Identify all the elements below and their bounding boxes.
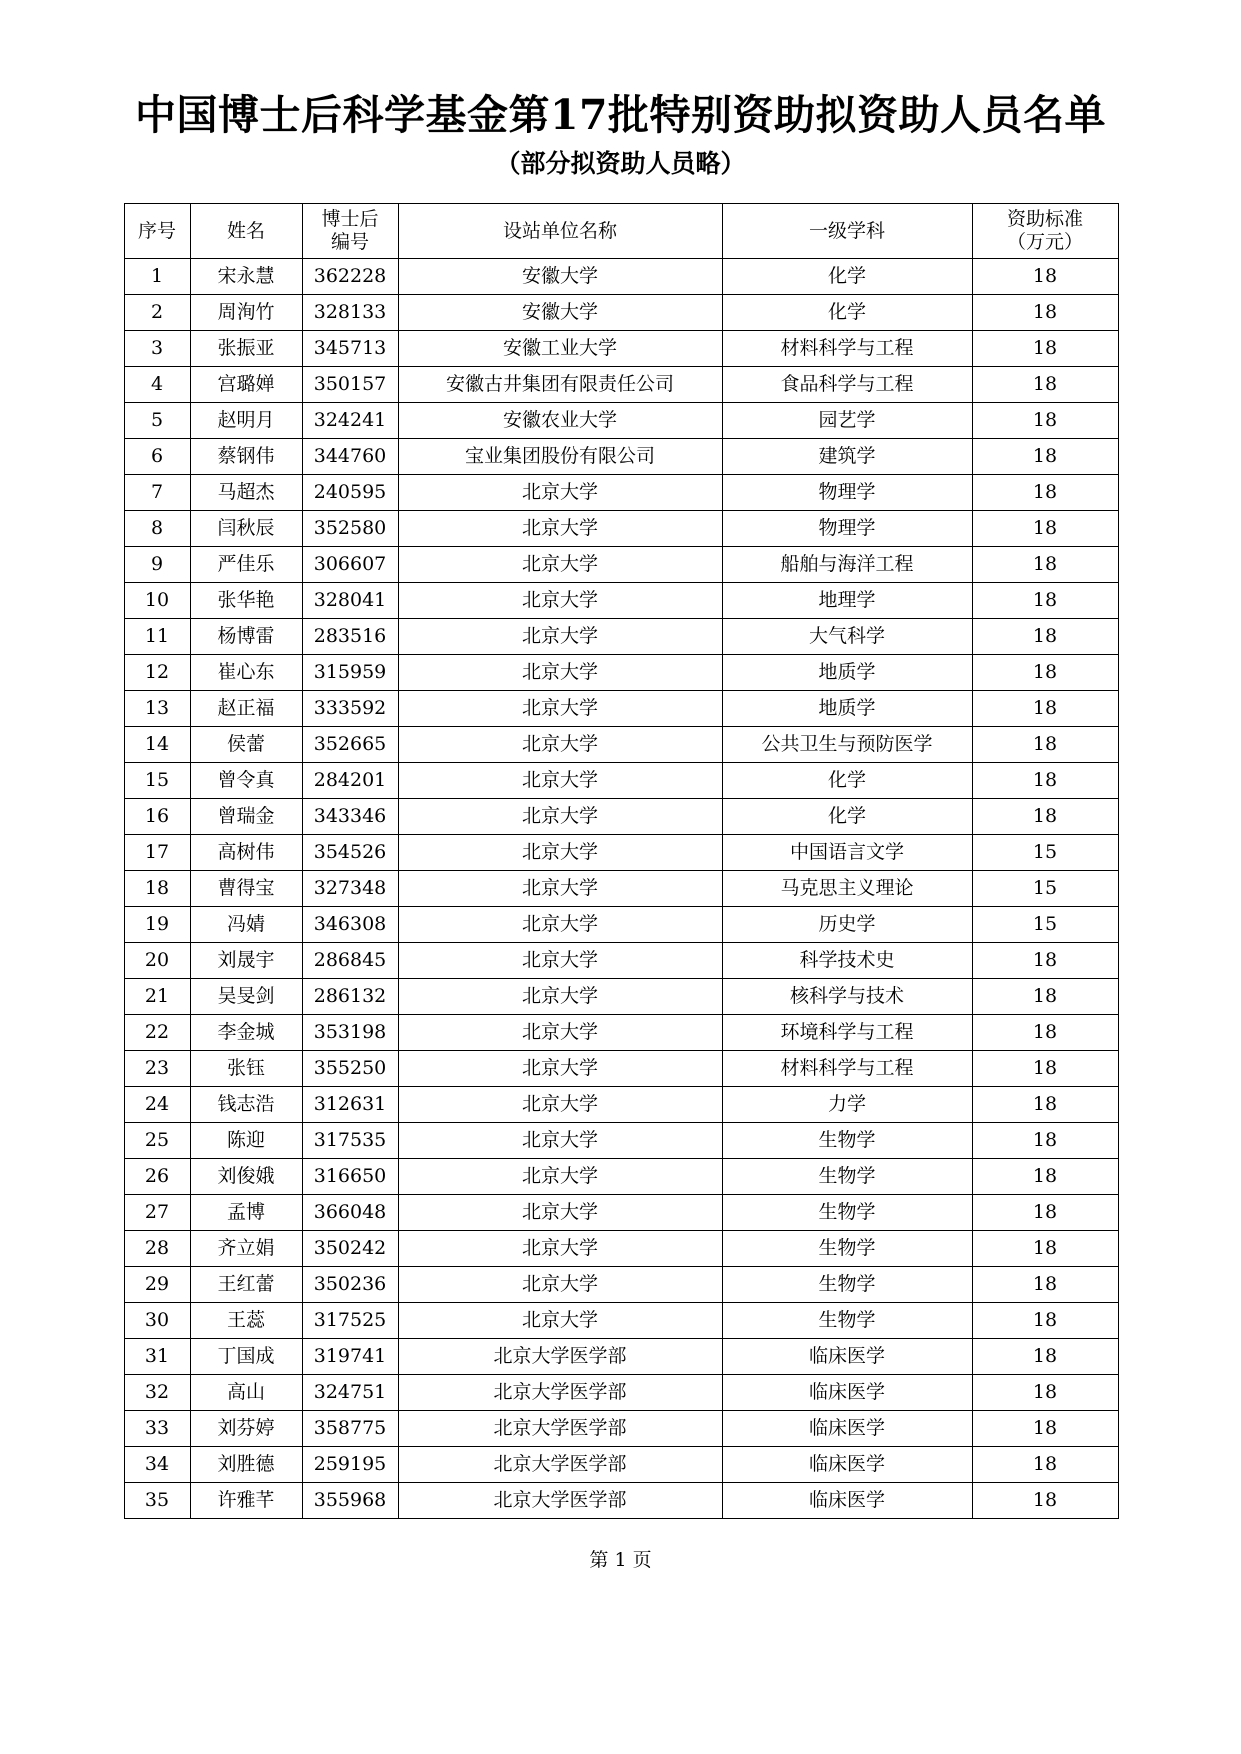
cell-postdoc-id: 317525 [302,1303,398,1339]
cell-discipline: 生物学 [722,1123,972,1159]
cell-funding-amount: 18 [972,1015,1118,1051]
cell-index: 20 [124,943,190,979]
cell-discipline: 建筑学 [722,439,972,475]
cell-postdoc-id: 328133 [302,295,398,331]
cell-name: 马超杰 [190,475,302,511]
cell-funding-amount: 18 [972,367,1118,403]
cell-name: 王红蕾 [190,1267,302,1303]
cell-index: 3 [124,331,190,367]
cell-postdoc-id: 353198 [302,1015,398,1051]
cell-funding-amount: 18 [972,1411,1118,1447]
cell-postdoc-id: 283516 [302,619,398,655]
cell-index: 30 [124,1303,190,1339]
cell-postdoc-id: 350157 [302,367,398,403]
cell-name: 宋永慧 [190,259,302,295]
cell-index: 33 [124,1411,190,1447]
table-row [124,331,1118,367]
cell-name: 曾瑞金 [190,799,302,835]
table-row [124,619,1118,655]
cell-organization: 北京大学 [398,583,722,619]
cell-funding-amount: 18 [972,583,1118,619]
cell-index: 2 [124,295,190,331]
cell-organization: 北京大学 [398,1051,722,1087]
cell-index: 29 [124,1267,190,1303]
cell-postdoc-id: 352665 [302,727,398,763]
table-row [124,547,1118,583]
cell-funding-amount: 18 [972,1051,1118,1087]
cell-postdoc-id: 366048 [302,1195,398,1231]
cell-index: 24 [124,1087,190,1123]
cell-organization: 北京大学 [398,511,722,547]
cell-postdoc-id: 358775 [302,1411,398,1447]
cell-organization: 北京大学 [398,547,722,583]
cell-discipline: 临床医学 [722,1375,972,1411]
cell-organization: 安徽大学 [398,259,722,295]
cell-organization: 北京大学 [398,1087,722,1123]
table-row [124,295,1118,331]
cell-funding-amount: 18 [972,1123,1118,1159]
cell-postdoc-id: 345713 [302,331,398,367]
cell-name: 张钰 [190,1051,302,1087]
table-row [124,439,1118,475]
cell-discipline: 临床医学 [722,1411,972,1447]
cell-funding-amount: 18 [972,691,1118,727]
cell-index: 4 [124,367,190,403]
cell-postdoc-id: 284201 [302,763,398,799]
cell-index: 19 [124,907,190,943]
cell-postdoc-id: 362228 [302,259,398,295]
cell-index: 27 [124,1195,190,1231]
column-header-organization: 设站单位名称 [398,204,722,259]
cell-name: 严佳乐 [190,547,302,583]
cell-name: 杨博雷 [190,619,302,655]
cell-name: 蔡钢伟 [190,439,302,475]
table-header [124,204,1118,259]
cell-funding-amount: 15 [972,835,1118,871]
cell-postdoc-id: 286845 [302,943,398,979]
column-header-index: 序号 [124,204,190,259]
cell-discipline: 环境科学与工程 [722,1015,972,1051]
cell-discipline: 生物学 [722,1159,972,1195]
table-row [124,259,1118,295]
cell-index: 32 [124,1375,190,1411]
cell-postdoc-id: 286132 [302,979,398,1015]
cell-funding-amount: 18 [972,1159,1118,1195]
cell-discipline: 食品科学与工程 [722,367,972,403]
cell-index: 15 [124,763,190,799]
cell-name: 吴旻剑 [190,979,302,1015]
cell-funding-amount: 18 [972,295,1118,331]
cell-name: 冯婧 [190,907,302,943]
cell-discipline: 化学 [722,763,972,799]
cell-discipline: 地质学 [722,655,972,691]
cell-name: 侯蕾 [190,727,302,763]
column-header-funding-amount-line1: 资助标准 [1006,208,1083,231]
cell-name: 赵明月 [190,403,302,439]
cell-organization: 北京大学医学部 [398,1411,722,1447]
cell-index: 12 [124,655,190,691]
cell-funding-amount: 18 [972,727,1118,763]
cell-organization: 安徽古井集团有限责任公司 [398,367,722,403]
cell-discipline: 材料科学与工程 [722,1051,972,1087]
roster-table [124,203,1119,1519]
cell-organization: 安徽大学 [398,295,722,331]
table-row [124,1447,1118,1483]
cell-postdoc-id: 346308 [302,907,398,943]
cell-funding-amount: 18 [972,259,1118,295]
cell-index: 9 [124,547,190,583]
cell-discipline: 生物学 [722,1303,972,1339]
cell-postdoc-id: 343346 [302,799,398,835]
table-row [124,943,1118,979]
cell-organization: 北京大学 [398,475,722,511]
cell-organization: 北京大学 [398,763,722,799]
cell-organization: 北京大学 [398,799,722,835]
cell-postdoc-id: 324751 [302,1375,398,1411]
column-header-funding-amount-line2: （万元） [1006,231,1083,254]
cell-discipline: 船舶与海洋工程 [722,547,972,583]
cell-funding-amount: 18 [972,1447,1118,1483]
page-title: 中国博士后科学基金第17批特别资助拟资助人员名单 [134,91,1107,139]
cell-organization: 北京大学医学部 [398,1447,722,1483]
cell-discipline: 临床医学 [722,1483,972,1519]
cell-funding-amount: 18 [972,1267,1118,1303]
header-row [124,204,1118,259]
cell-discipline: 化学 [722,295,972,331]
cell-discipline: 临床医学 [722,1447,972,1483]
cell-organization: 北京大学 [398,835,722,871]
cell-funding-amount: 18 [972,979,1118,1015]
cell-organization: 安徽工业大学 [398,331,722,367]
cell-discipline: 园艺学 [722,403,972,439]
cell-discipline: 公共卫生与预防医学 [722,727,972,763]
cell-organization: 安徽农业大学 [398,403,722,439]
cell-index: 5 [124,403,190,439]
cell-name: 高山 [190,1375,302,1411]
cell-name: 赵正福 [190,691,302,727]
cell-name: 周洵竹 [190,295,302,331]
cell-funding-amount: 18 [972,1087,1118,1123]
cell-postdoc-id: 316650 [302,1159,398,1195]
table-row [124,979,1118,1015]
cell-name: 曹得宝 [190,871,302,907]
cell-index: 14 [124,727,190,763]
cell-index: 28 [124,1231,190,1267]
cell-index: 18 [124,871,190,907]
cell-discipline: 物理学 [722,511,972,547]
table-row [124,691,1118,727]
cell-name: 孟博 [190,1195,302,1231]
cell-index: 25 [124,1123,190,1159]
cell-discipline: 科学技术史 [722,943,972,979]
table-row [124,907,1118,943]
cell-organization: 北京大学 [398,727,722,763]
cell-organization: 北京大学 [398,691,722,727]
cell-discipline: 生物学 [722,1195,972,1231]
cell-postdoc-id: 324241 [302,403,398,439]
cell-name: 李金城 [190,1015,302,1051]
cell-postdoc-id: 350236 [302,1267,398,1303]
cell-name: 刘晟宇 [190,943,302,979]
cell-index: 26 [124,1159,190,1195]
cell-postdoc-id: 344760 [302,439,398,475]
cell-funding-amount: 18 [972,403,1118,439]
column-header-name: 姓名 [190,204,302,259]
cell-postdoc-id: 240595 [302,475,398,511]
cell-name: 刘俊娥 [190,1159,302,1195]
cell-funding-amount: 18 [972,763,1118,799]
cell-discipline: 化学 [722,799,972,835]
table-row [124,403,1118,439]
table-row [124,763,1118,799]
cell-postdoc-id: 315959 [302,655,398,691]
cell-organization: 北京大学 [398,1195,722,1231]
table-row [124,871,1118,907]
column-header-funding-amount [972,204,1118,259]
cell-index: 1 [124,259,190,295]
cell-index: 8 [124,511,190,547]
cell-funding-amount: 18 [972,1375,1118,1411]
cell-postdoc-id: 350242 [302,1231,398,1267]
cell-postdoc-id: 328041 [302,583,398,619]
cell-organization: 宝业集团股份有限公司 [398,439,722,475]
table-row [124,1195,1118,1231]
cell-organization: 北京大学医学部 [398,1375,722,1411]
table-row [124,727,1118,763]
page-subtitle: （部分拟资助人员略） [495,149,746,179]
cell-funding-amount: 18 [972,799,1118,835]
cell-name: 高树伟 [190,835,302,871]
cell-organization: 北京大学 [398,871,722,907]
cell-name: 刘胜德 [190,1447,302,1483]
cell-funding-amount: 18 [972,1483,1118,1519]
cell-index: 34 [124,1447,190,1483]
cell-index: 7 [124,475,190,511]
table-row [124,799,1118,835]
cell-discipline: 历史学 [722,907,972,943]
cell-discipline: 力学 [722,1087,972,1123]
table-row [124,1339,1118,1375]
cell-funding-amount: 18 [972,547,1118,583]
cell-discipline: 中国语言文学 [722,835,972,871]
cell-name: 宫璐婵 [190,367,302,403]
cell-funding-amount: 18 [972,511,1118,547]
column-header-postdoc-id-line2: 编号 [330,231,369,254]
cell-funding-amount: 18 [972,1231,1118,1267]
cell-name: 张振亚 [190,331,302,367]
cell-postdoc-id: 306607 [302,547,398,583]
table-row [124,1303,1118,1339]
cell-index: 10 [124,583,190,619]
cell-discipline: 化学 [722,259,972,295]
cell-discipline: 材料科学与工程 [722,331,972,367]
cell-organization: 北京大学 [398,1123,722,1159]
cell-name: 钱志浩 [190,1087,302,1123]
table-row [124,1231,1118,1267]
title-block [0,0,1241,179]
cell-funding-amount: 18 [972,1339,1118,1375]
cell-index: 17 [124,835,190,871]
table-row [124,1411,1118,1447]
column-header-postdoc-id-line1: 博士后 [321,208,379,231]
cell-postdoc-id: 355250 [302,1051,398,1087]
cell-index: 13 [124,691,190,727]
cell-organization: 北京大学 [398,619,722,655]
cell-name: 刘芬婷 [190,1411,302,1447]
cell-postdoc-id: 319741 [302,1339,398,1375]
cell-organization: 北京大学 [398,1231,722,1267]
cell-name: 陈迎 [190,1123,302,1159]
table-row [124,655,1118,691]
table-row [124,367,1118,403]
cell-index: 16 [124,799,190,835]
cell-postdoc-id: 312631 [302,1087,398,1123]
cell-index: 23 [124,1051,190,1087]
cell-name: 许雅芊 [190,1483,302,1519]
cell-funding-amount: 18 [972,331,1118,367]
table-row [124,1087,1118,1123]
cell-funding-amount: 18 [972,655,1118,691]
table-row [124,835,1118,871]
cell-index: 31 [124,1339,190,1375]
table-row [124,1051,1118,1087]
cell-index: 6 [124,439,190,475]
cell-organization: 北京大学医学部 [398,1339,722,1375]
cell-postdoc-id: 327348 [302,871,398,907]
cell-funding-amount: 18 [972,619,1118,655]
cell-discipline: 核科学与技术 [722,979,972,1015]
cell-name: 齐立娟 [190,1231,302,1267]
cell-organization: 北京大学 [398,655,722,691]
cell-discipline: 大气科学 [722,619,972,655]
cell-name: 张华艳 [190,583,302,619]
cell-organization: 北京大学 [398,1015,722,1051]
cell-funding-amount: 18 [972,1303,1118,1339]
cell-funding-amount: 15 [972,871,1118,907]
cell-index: 22 [124,1015,190,1051]
cell-name: 曾令真 [190,763,302,799]
table-row [124,511,1118,547]
table-row [124,1015,1118,1051]
cell-organization: 北京大学 [398,1159,722,1195]
cell-index: 21 [124,979,190,1015]
cell-organization: 北京大学 [398,1303,722,1339]
cell-organization: 北京大学医学部 [398,1483,722,1519]
cell-postdoc-id: 317535 [302,1123,398,1159]
cell-postdoc-id: 355968 [302,1483,398,1519]
column-header-discipline: 一级学科 [722,204,972,259]
table-body [124,259,1118,1519]
cell-postdoc-id: 333592 [302,691,398,727]
cell-organization: 北京大学 [398,979,722,1015]
table-row [124,1123,1118,1159]
cell-postdoc-id: 354526 [302,835,398,871]
cell-discipline: 马克思主义理论 [722,871,972,907]
cell-name: 闫秋辰 [190,511,302,547]
cell-funding-amount: 18 [972,439,1118,475]
cell-funding-amount: 18 [972,1195,1118,1231]
page-number-footer: 第 1 页 [589,1549,652,1572]
cell-discipline: 地理学 [722,583,972,619]
table-row [124,475,1118,511]
table-row [124,1483,1118,1519]
cell-organization: 北京大学 [398,943,722,979]
cell-discipline: 生物学 [722,1267,972,1303]
roster-table-container [124,203,1118,1572]
cell-discipline: 生物学 [722,1231,972,1267]
cell-index: 11 [124,619,190,655]
cell-funding-amount: 15 [972,907,1118,943]
cell-index: 35 [124,1483,190,1519]
cell-discipline: 地质学 [722,691,972,727]
table-row [124,1267,1118,1303]
cell-name: 丁国成 [190,1339,302,1375]
cell-name: 崔心东 [190,655,302,691]
cell-organization: 北京大学 [398,907,722,943]
cell-discipline: 临床医学 [722,1339,972,1375]
cell-postdoc-id: 352580 [302,511,398,547]
cell-postdoc-id: 259195 [302,1447,398,1483]
table-row [124,583,1118,619]
cell-name: 王蕊 [190,1303,302,1339]
cell-funding-amount: 18 [972,943,1118,979]
cell-discipline: 物理学 [722,475,972,511]
column-header-postdoc-id [302,204,398,259]
table-row [124,1159,1118,1195]
cell-funding-amount: 18 [972,475,1118,511]
cell-organization: 北京大学 [398,1267,722,1303]
table-row [124,1375,1118,1411]
